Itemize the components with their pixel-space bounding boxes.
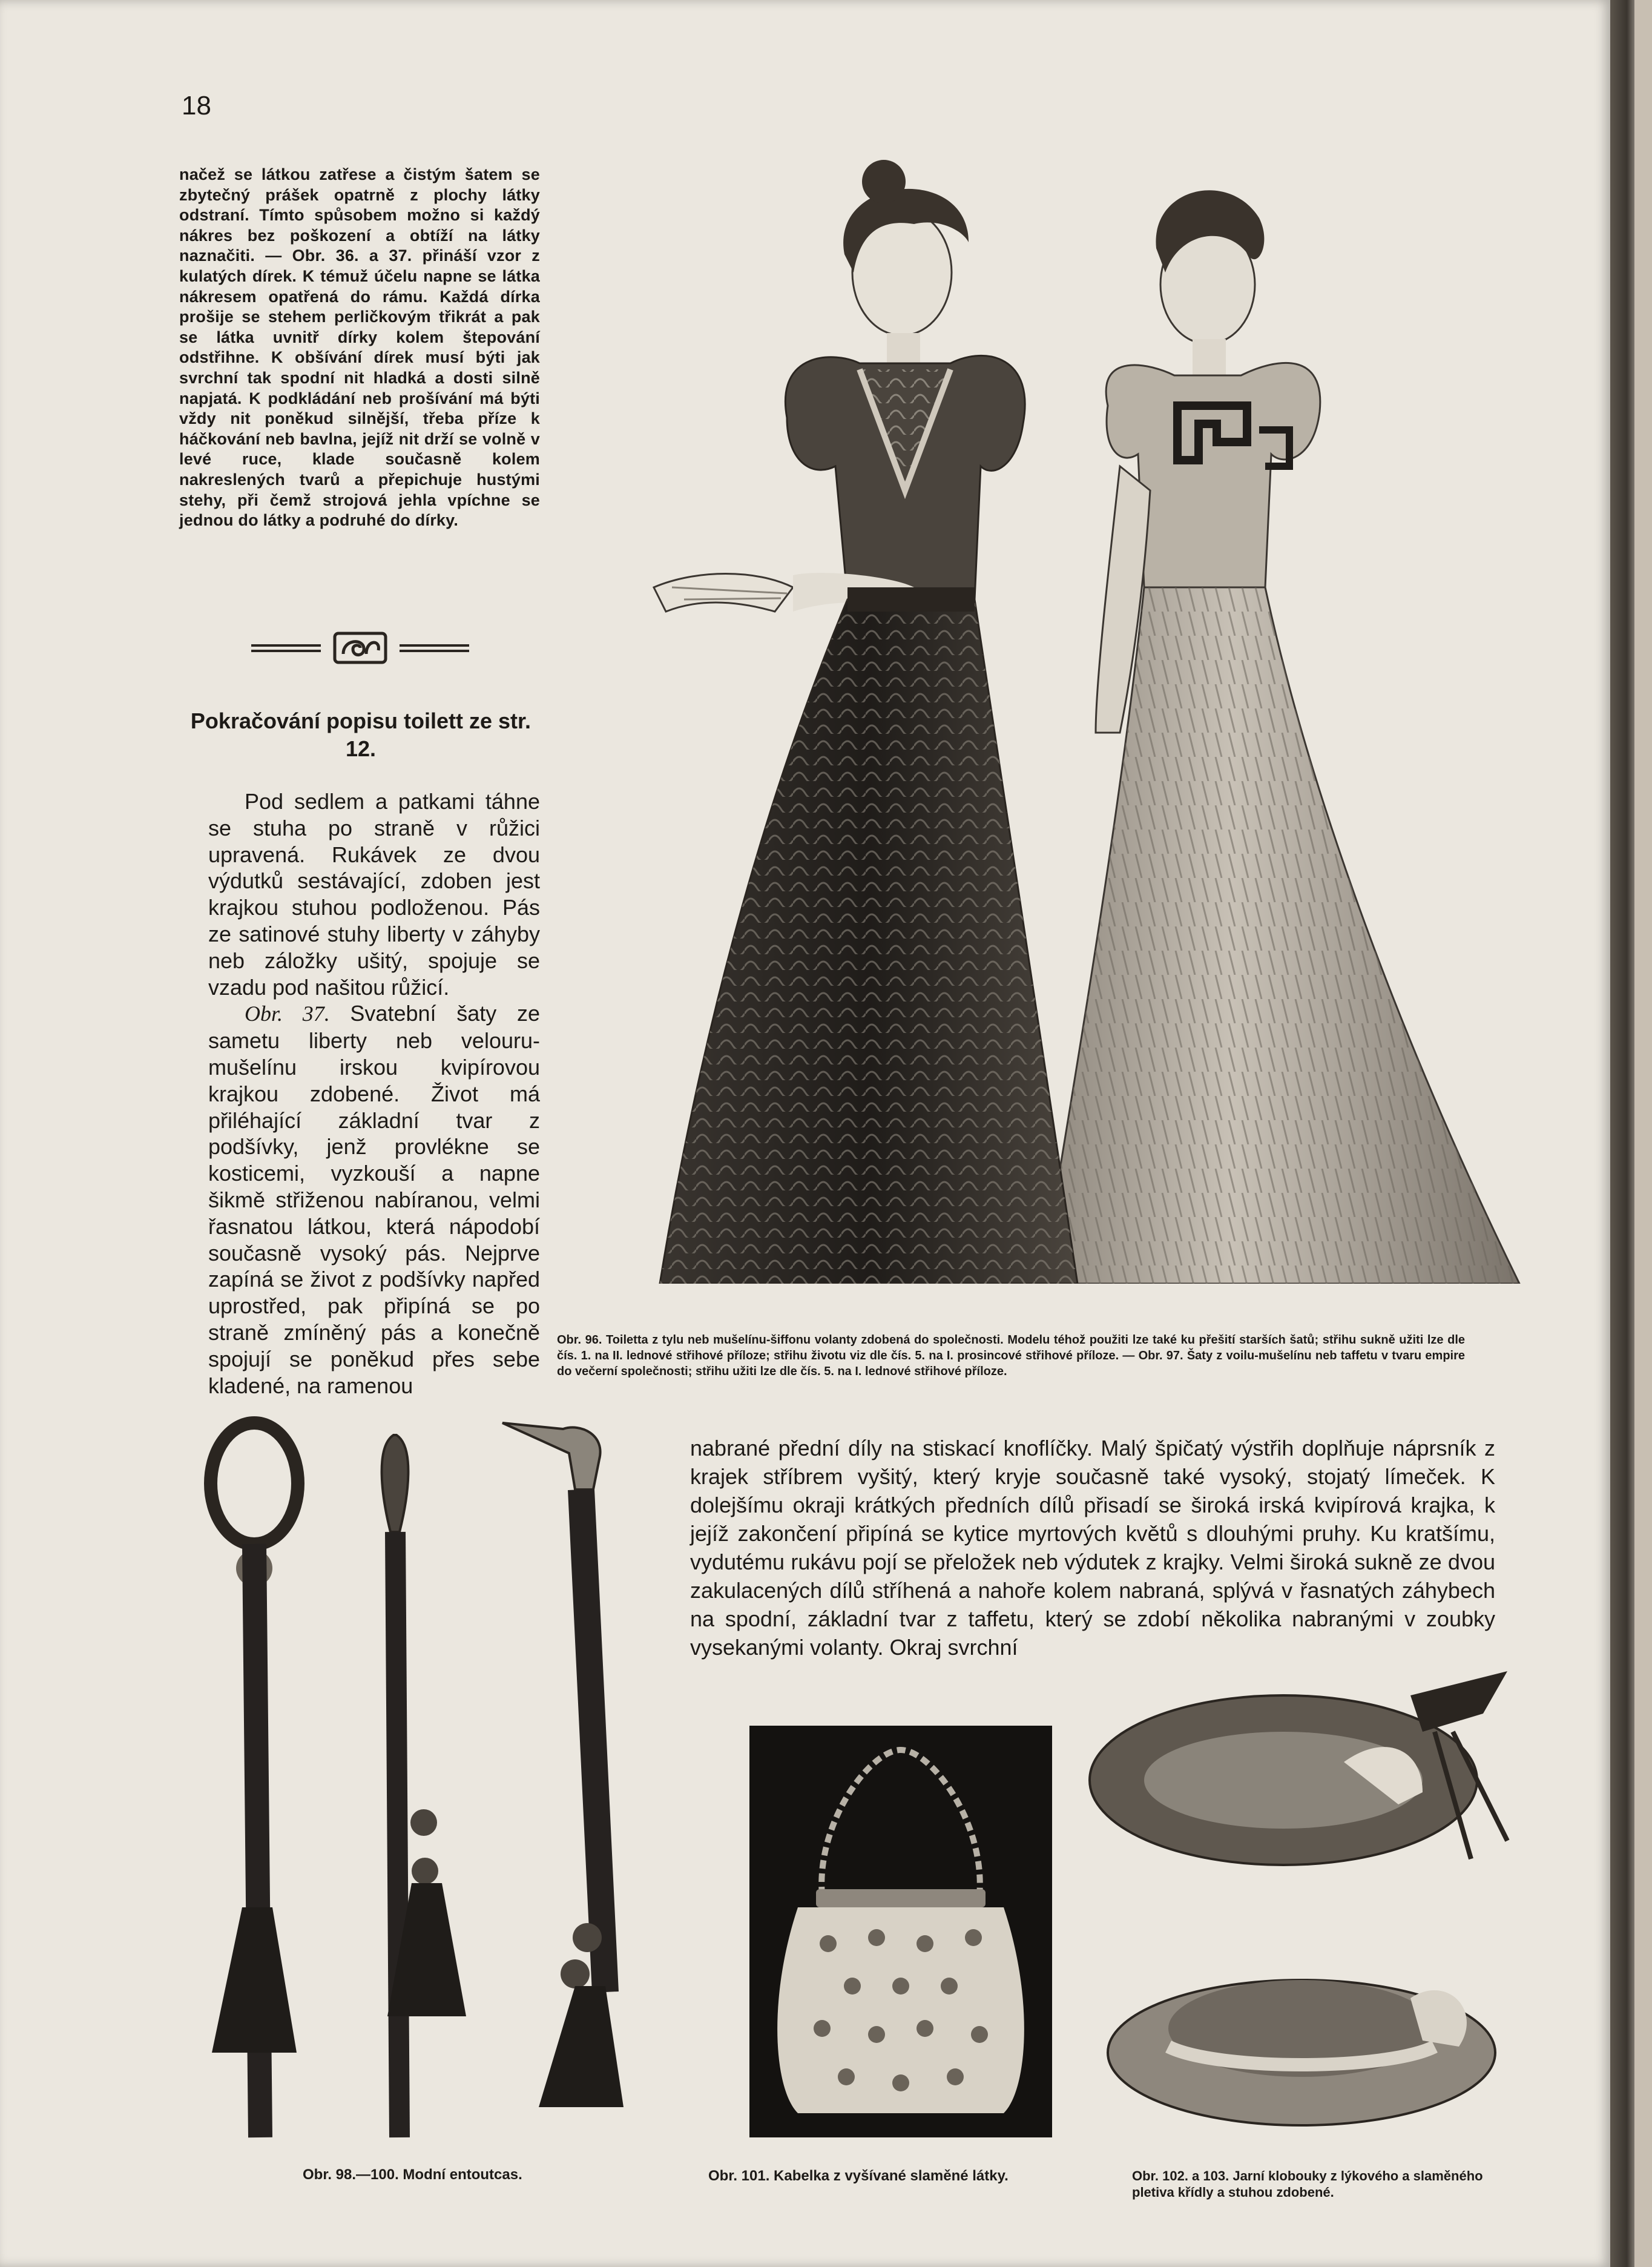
cane-knob-handle [382, 1435, 466, 2137]
figure-caption-96-97: Obr. 96. Toiletta z tylu neb mušelínu-šiffonu volanty zdobená do společnosti. Modelu téhož použiti lze také ku přešití starších šatů; střihu sukně užiti lze dle čís. 1. na II. lednové střihové příloze; střihu životu viz dle čís. 5. na I. prosincové střihové příloze. — Obr. 97. Šaty z voilu-mušelínu neb taffetu v tvaru empire do večerní společnosti; střihu užiti lze dle čís. 5. na I. lednové střihové příloze. [557, 1333, 1465, 1378]
entoutcas-illustration [188, 1411, 672, 2150]
hat-103 [1108, 1980, 1495, 2125]
lower-paragraph [690, 1434, 1495, 1661]
continuation-text [208, 788, 540, 1399]
section-heading: Pokračování popisu toilett ze str. 12. [190, 708, 531, 761]
handbag-illustration [749, 1726, 1052, 2137]
paragraph [208, 1000, 540, 1399]
caption-canes: Obr. 98.—100. Modní entoutcas. [303, 2166, 522, 2183]
paragraph: Pod sedlem a patkami táhne se stuha po straně v růžici upravená. Rukávek ze dvou výdutků sestávající, zdoben jest krajkou stuhou podloženou. Pás ze satinové stuhy liberty v záhyby neb záložky ušitý, spojuje se vzadu pod našitou růžicí. [208, 789, 540, 1000]
caption-hats: Obr. 102. a 103. Jarní klobouky z lýkového a slaměného pletiva křídly a stuhou zdobené. [1132, 2168, 1483, 2200]
intro-paragraph: načež se látkou zatřese a čistým šatem se zbytečný prášek opatrně z plochy látky odstraní. Tímto spůsobem možno si každý nákres bez poškození a obtíží na látky naznačiti. — Obr. 36. a 37. přináší vzor z kulatých dírek. K témuž účelu napne se látka nákresem opatřená do rámu. Každá dírka prošije se stehem perličkovým třikrát a pak se látka uvnitř dírky kolem štepování odstřihne. K obšívání dírek musí býti jak svrchní tak spodní nit hladká a dosti silně napjatá. K podkládání neb prošívání má býti vždy nit poněkud silnější, třeba příze k háčkování neb bavlna, jejíž nit drží se volně v levé ruce, klade současně kolem nakreslených tvarů a přepichuje hustými stehy, při čemž strojová jehla vpíchne se jednou do látky a podruhé do dírky. [179, 165, 540, 530]
paragraph-text: Svatební šaty ze sametu liberty neb velouru-mušelínu irskou kvipírovou krajkou zdobené. Život má přiléhající základní tvar z podšívky, jenž provlékne se kosticemi, vyzkouší a napne šikmě střiženou nabíranou, velmi řasnatou látkou, která nápodobí současně vysoký pás. Nejprve zapíná se život z podšívky napřed uprostřed, pak připíná se po straně zmíněný pás a konečně spojují se poněkud přes sebe kladené, na ramenou [208, 1001, 540, 1398]
ornament-divider [251, 630, 469, 666]
page-number: 18 [182, 91, 211, 120]
handbag-photo [749, 1726, 1052, 2137]
cane-bird-head-handle [502, 1423, 624, 2107]
paragraph: nabrané přední díly na stiskací knoflíčky. Malý špičatý výstřih doplňuje náprsník z krajek stříbrem vyšitý, který kryje současně také vysoký, stojatý límeček. K dolejšímu okraji krátkých předních dílů přisadí se široká irská kvipírová krajka, k jejíž zakončení připíná se kytice myrtových květů s dlouhými pruhy. Ku kratšímu, vydutému rukávu pojí se přeložek neb výdutek z krajky. Velmi široká sukně ze dvou zakulacených dílů stříhená a nahoře kolem nabraná, splývá v řasnatých záhybech na spodní, základní tvar z taffetu, který se zdobí několika nabranými v zoubky vysekanými volanty. Okraj svrchní [690, 1436, 1495, 1660]
hats-illustration [1084, 1659, 1519, 2162]
caption-handbag: Obr. 101. Kabelka z vyšívané slaměné látky. [708, 2168, 1009, 2184]
figure-reference: Obr. 37. [245, 1002, 330, 1026]
left-figure [654, 160, 1078, 1284]
hat-102 [1090, 1671, 1507, 1865]
cane-loop-handle [211, 1423, 298, 2137]
fashion-illustration-two-gowns [575, 151, 1532, 1284]
next-page-edge [1634, 0, 1652, 2267]
right-figure [1041, 190, 1519, 1284]
